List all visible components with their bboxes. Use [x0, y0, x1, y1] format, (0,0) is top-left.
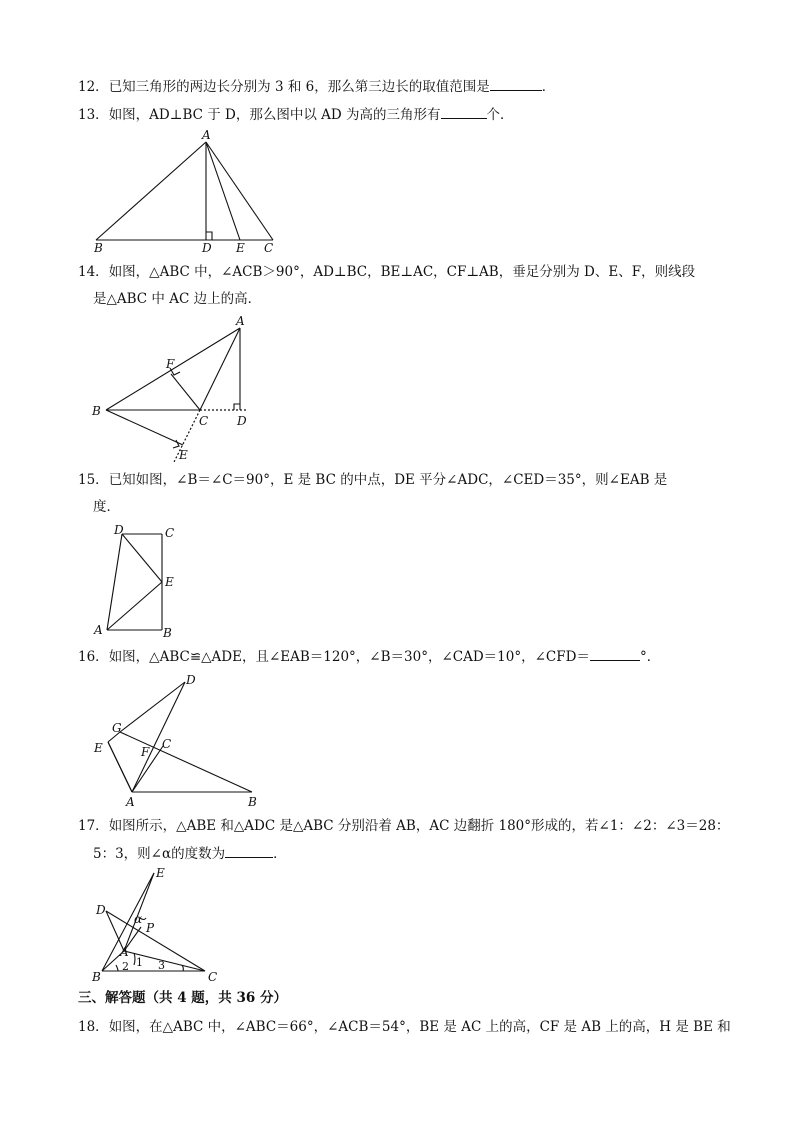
vertex-label-c: C [162, 737, 172, 751]
question-18 [78, 1017, 731, 1037]
vertex-label-a: A [236, 314, 245, 328]
question-number: 14． [78, 264, 109, 280]
vertex-label-c: C [208, 970, 218, 984]
question-15-line-2 [93, 497, 120, 517]
question-16 [78, 646, 660, 667]
section-title-text: 三、解答题（共 4 题，共 36 分） [78, 990, 287, 1006]
question-text: 如图所示，△ABE 和△ADC 是△ABC 分别沿着 AB，AC 边翻折 180°形成的，若∠1：∠2：∠3＝28： [108, 818, 730, 834]
vertex-label-e: E [165, 575, 174, 589]
question-text: 度． [93, 499, 120, 515]
question-14-line-1 [78, 262, 695, 282]
question-number: 17． [78, 818, 109, 834]
question-17-line-2 [93, 843, 287, 864]
answer-blank[interactable] [490, 76, 542, 91]
vertex-label-e: E [94, 741, 103, 755]
question-15-line-1 [78, 470, 667, 490]
question-number: 15． [78, 472, 109, 488]
vertex-label-d: D [202, 241, 212, 255]
question-number: 16． [78, 649, 109, 665]
vertex-label-b: B [163, 626, 172, 640]
vertex-label-d: D [237, 414, 247, 428]
question-text: 如图，△ABC≌△ADE，且∠EAB＝120°，∠B＝30°，∠CAD＝10°，∠CFD＝ [108, 649, 590, 665]
vertex-label-d: D [114, 523, 124, 537]
figure-q17 [88, 865, 228, 985]
vertex-label-a: A [126, 795, 135, 809]
figure-q13 [88, 128, 288, 256]
question-text-end: °． [639, 649, 661, 665]
question-text: 5：3，则∠α的度数为 [93, 846, 226, 862]
angle-label-alpha: α [134, 912, 143, 926]
vertex-label-b: B [94, 241, 103, 255]
vertex-label-c: C [165, 526, 175, 540]
vertex-label-p: P [146, 921, 155, 935]
question-number: 18． [78, 1019, 109, 1035]
question-13 [78, 104, 514, 125]
question-17-line-1 [78, 816, 729, 836]
question-text: 如图，△ABC 中，∠ACB＞90°，AD⊥BC，BE⊥AC，CF⊥AB，垂足分别为 D、E、F，则线段 [108, 264, 696, 280]
answer-blank[interactable] [225, 843, 273, 858]
vertex-label-c: C [264, 241, 274, 255]
question-text-end: ． [273, 846, 287, 862]
question-text: 如图，AD⊥BC 于 D，那么图中以 AD 为高的三角形有 [108, 107, 441, 123]
figure-q14 [88, 310, 268, 465]
question-14-line-2 [93, 289, 261, 309]
vertex-label-d: D [96, 903, 106, 917]
question-text-end: ． [541, 79, 556, 95]
question-12 [78, 76, 555, 97]
vertex-label-e: E [179, 448, 188, 462]
figure-q16 [88, 670, 278, 812]
vertex-label-c: C [199, 414, 209, 428]
vertex-label-e: E [236, 241, 245, 255]
answer-blank[interactable] [590, 646, 640, 661]
answer-blank[interactable] [441, 104, 487, 119]
question-text: 是△ABC 中 AC 边上的高． [93, 291, 262, 307]
vertex-label-a: A [120, 945, 129, 959]
vertex-label-g: G [112, 721, 122, 735]
question-text-end: 个． [486, 107, 514, 123]
figure-q15 [88, 520, 188, 642]
vertex-label-b: B [92, 404, 101, 418]
question-text: 已知如图，∠B＝∠C＝90°，E 是 BC 的中点，DE 平分∠ADC，∠CED＝35°，则∠EAB 是 [108, 472, 668, 488]
vertex-label-f: F [166, 357, 175, 371]
question-number: 13． [78, 107, 109, 123]
vertex-label-b: B [248, 795, 257, 809]
vertex-label-b: B [92, 970, 101, 984]
section-3-title [78, 988, 287, 1008]
angle-label-1: 1 [136, 956, 143, 969]
angle-label-2: 2 [122, 960, 129, 973]
question-number: 12． [78, 79, 109, 95]
vertex-label-d: D [186, 673, 196, 687]
vertex-label-a: A [94, 623, 103, 637]
vertex-label-f: F [141, 745, 150, 759]
question-text: 如图，在△ABC 中，∠ABC＝66°，∠ACB＝54°，BE 是 AC 上的高，CF 是 AB 上的高，H 是 BE 和 [108, 1019, 731, 1035]
question-text: 已知三角形的两边长分别为 3 和 6，那么第三边长的取值范围是 [108, 79, 490, 95]
vertex-label-a: A [202, 128, 211, 142]
vertex-label-e: E [156, 866, 165, 880]
angle-label-3: 3 [158, 959, 165, 972]
